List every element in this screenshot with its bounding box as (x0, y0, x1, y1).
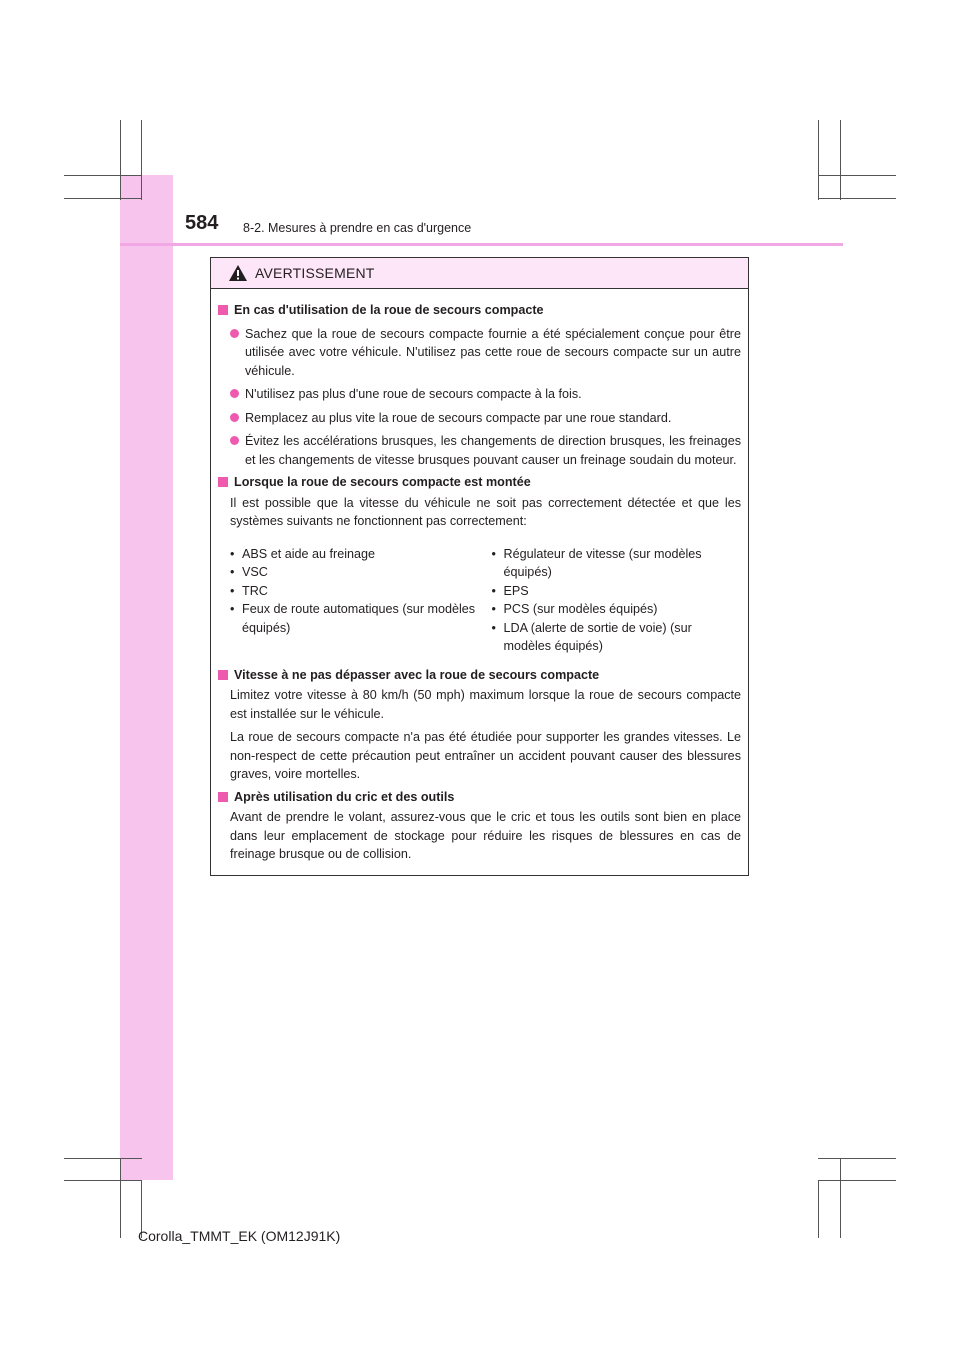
list-item: • LDA (alerte de sortie de voie) (sur modèles équipés) (491, 620, 692, 653)
crop-mark (120, 120, 121, 200)
list-item: • EPS (491, 583, 529, 598)
page-number: 584 (185, 212, 219, 234)
list-item: • ABS et aide au freinage (230, 546, 376, 561)
warning-header (211, 258, 748, 289)
warning-triangle-icon (228, 264, 248, 282)
square-bullet-icon (218, 792, 228, 802)
list-item: Sachez que la roue de secours compacte fournie a été spécialement conçue pour être utilisée avec votre véhicule. N'utilisez pas cette roue de secours compacte sur un autre véhicule. (230, 325, 741, 381)
warning-box (210, 257, 749, 876)
list-item: • VSC (230, 565, 268, 579)
section-heading: En cas d'utilisation de la roue de secours compacte (218, 301, 741, 320)
crop-mark (64, 1158, 142, 1159)
warning-body (211, 289, 748, 864)
footer-doc-id: Corolla_TMMT_EK (OM12J91K) (138, 1228, 341, 1244)
paragraph: Limitez votre vitesse à 80 km/h (50 mph) maximum lorsque la roue de secours compacte est installée sur le véhicule. (230, 688, 741, 721)
list-item: Remplacez au plus vite la roue de secours compacte par une roue standard. (230, 409, 741, 428)
list-item: • Régulateur de vitesse (sur modèles équipés) (491, 546, 702, 579)
crop-mark (840, 120, 841, 200)
crop-mark (141, 120, 142, 200)
crop-mark (818, 1180, 896, 1181)
list-item: • TRC (230, 583, 268, 598)
crop-mark (64, 175, 142, 176)
square-bullet-icon (218, 305, 228, 315)
circle-bullet-icon (230, 329, 239, 338)
crop-mark (818, 1180, 819, 1238)
square-bullet-icon (218, 477, 228, 487)
section-heading: Lorsque la roue de secours compacte est montée (218, 473, 741, 492)
paragraph: La roue de secours compacte n'a pas été étudiée pour supporter les grandes vitesses. Le non-respect de cette précaution peut entraîner un accident pouvant causer des blessures graves, voire mortelles. (230, 730, 741, 781)
paragraph: Avant de prendre le volant, assurez-vous que le cric et tous les outils sont bien en place dans leur emplacement de stockage pour réduire les risques de blessures en cas de freinage brusque ou de collision. (230, 810, 741, 861)
side-tab-bar (120, 175, 173, 1180)
system-list-left (230, 545, 492, 656)
system-list-right (492, 545, 742, 656)
header-rule (120, 243, 843, 246)
list-item: N'utilisez pas plus d'une roue de secours compacte à la fois. (230, 385, 741, 404)
circle-bullet-icon (230, 413, 239, 422)
section-title: 8-2. Mesures à prendre en cas d'urgence (243, 221, 472, 235)
crop-mark (120, 1158, 121, 1238)
list-item: • PCS (sur modèles équipés) (491, 602, 658, 616)
system-list (230, 545, 741, 656)
list-item: • Feux de route automatiques (sur modèles équipés) (230, 602, 476, 635)
crop-mark (818, 198, 896, 199)
section-heading: Après utilisation du cric et des outils (218, 788, 741, 807)
circle-bullet-icon (230, 436, 239, 445)
crop-mark (840, 1158, 841, 1238)
list-item: Évitez les accélérations brusques, les changements de direction brusques, les freinages et les changements de vitesse brusques pouvant causer un freinage soudain du moteur. (230, 432, 741, 469)
warning-title: AVERTISSEMENT (255, 265, 375, 281)
crop-mark (64, 1180, 142, 1181)
square-bullet-icon (218, 670, 228, 680)
paragraph: Il est possible que la vitesse du véhicule ne soit pas correctement détectée et que les systèmes suivants ne fonctionnent pas correctement: (230, 495, 741, 528)
crop-mark (818, 120, 819, 200)
crop-mark (818, 1158, 896, 1159)
circle-bullet-icon (230, 389, 239, 398)
crop-mark (818, 175, 896, 176)
section-heading: Vitesse à ne pas dépasser avec la roue de secours compacte (218, 666, 741, 685)
crop-mark (64, 198, 142, 199)
